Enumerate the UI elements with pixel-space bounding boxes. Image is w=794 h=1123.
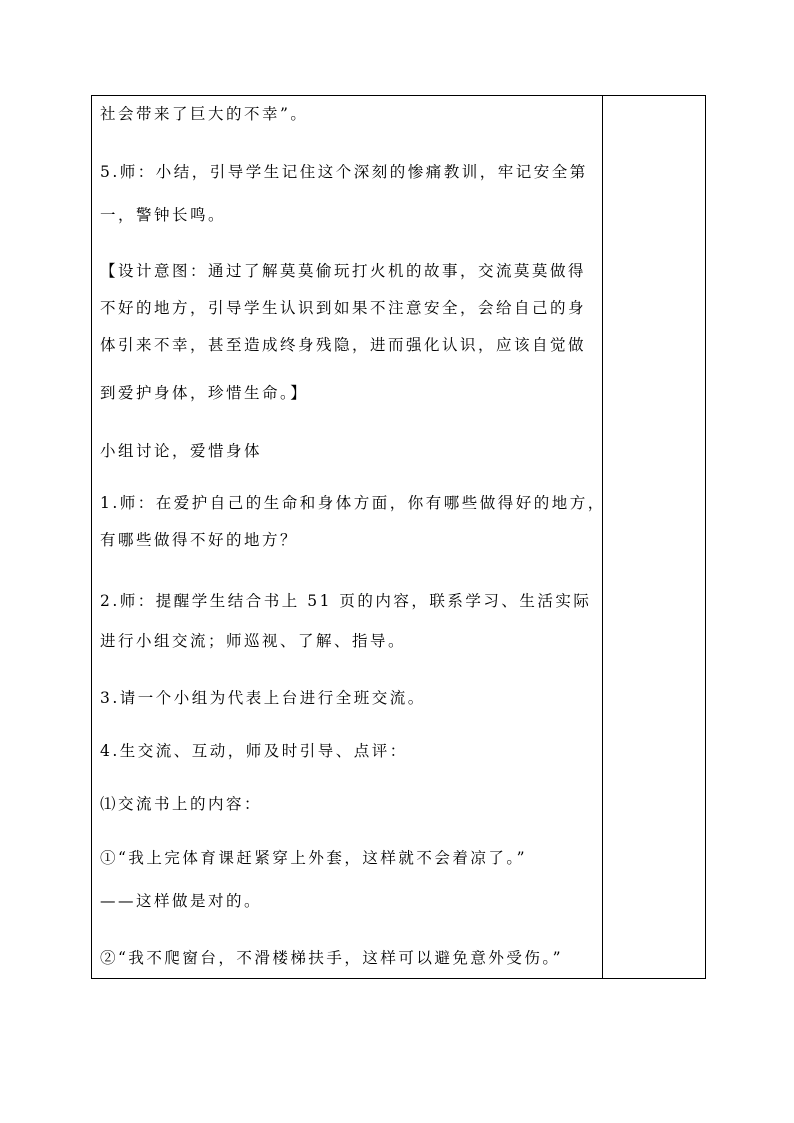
section-heading: 小组讨论，爱惜身体 — [100, 442, 263, 460]
text-line: 5.师：小结，引导学生记住这个深刻的惨痛教训，牢记安全第 — [100, 163, 588, 181]
text-line: ——这样做是对的。 — [100, 892, 263, 910]
text-line: 社会带来了巨大的不幸”。 — [100, 105, 309, 123]
text-line: 有哪些做得不好的地方？ — [100, 531, 299, 549]
text-line: ⑴交流书上的内容： — [100, 795, 263, 813]
notes-column — [603, 96, 705, 978]
content-column — [92, 96, 606, 978]
text-line: 4.生交流、互动，师及时引导、点评： — [100, 742, 408, 760]
text-line: ②“我不爬窗台，不滑楼梯扶手，这样可以避免意外受伤。” — [100, 949, 564, 967]
text-line: 2.师：提醒学生结合书上 51 页的内容，联系学习、生活实际 — [100, 592, 592, 610]
text-line: 体引来不幸，甚至造成终身残隐，进而强化认识，应该自觉做 — [100, 336, 587, 354]
text-line: 不好的地方，引导学生认识到如果不注意安全，会给自己的身 — [100, 299, 587, 317]
lesson-table — [91, 95, 706, 979]
text-line: 到爱护身体，珍惜生命。】 — [100, 384, 309, 402]
text-line: 进行小组交流；师巡视、了解、指导。 — [100, 632, 407, 650]
text-line: 【设计意图：通过了解莫莫偷玩打火机的故事，交流莫莫做得 — [100, 262, 587, 280]
text-line: 一，警钟长鸣。 — [100, 206, 227, 224]
text-line: ①“我上完体育课赶紧穿上外套，这样就不会着凉了。” — [100, 849, 528, 867]
text-line: 3.请一个小组为代表上台进行全班交流。 — [100, 689, 426, 707]
text-line: 1.师：在爱护自己的生命和身体方面，你有哪些做得好的地方， — [100, 494, 606, 512]
